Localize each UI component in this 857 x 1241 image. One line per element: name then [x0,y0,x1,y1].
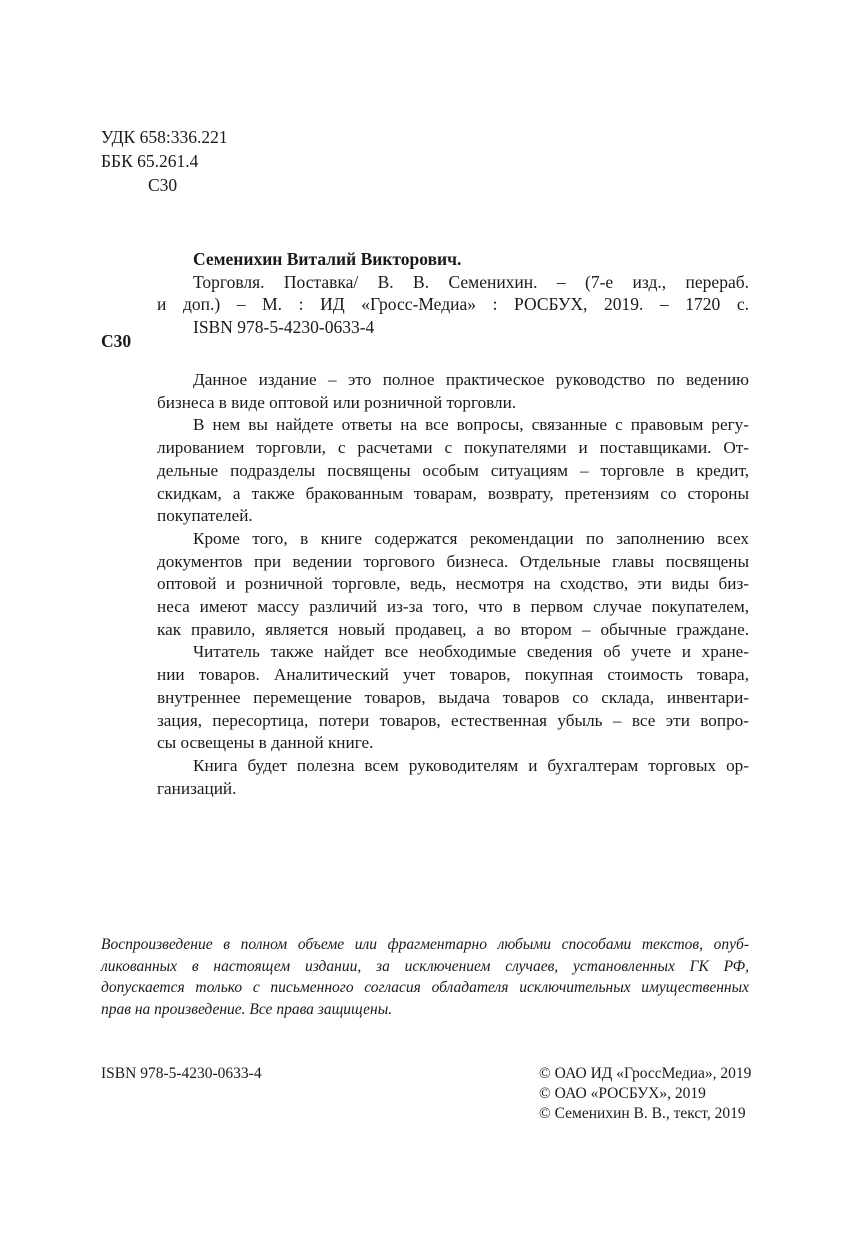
annotation-line: нии товаров. Аналитический учет товаров, покупная стоимость товара, [157,665,749,685]
author-cutter-code: С30 [148,175,178,195]
side-cutter-code: С30 [101,331,132,351]
annotation-line: документов при ведении торгового бизнеса. Отдельные главы посвящены [157,551,749,571]
annotation-line: зация, пересортица, потери товаров, естественная убыль – все эти вопро- [157,710,749,730]
author-name: Семенихин Виталий Викторович. [193,249,462,269]
copyright-notice-line: Воспроизведение в полном объеме или фрагментарно любыми способами текстов, опуб- [101,936,749,953]
bibliographic-line: Торговля. Поставка/ В. В. Семенихин. – (7-е изд., перераб. [193,271,749,292]
isbn-line: ISBN 978-5-4230-0633-4 [193,316,375,337]
bibliographic-record [157,248,749,338]
annotation-text [157,369,749,800]
annotation-line: дельные подразделы посвящены особым ситуациям – торговле в кредит, [157,460,749,480]
annotation-line: В нем вы найдете ответы на все вопросы, связанные с правовым регу- [193,415,749,435]
annotation-line: Читатель также найдет все необходимые сведения об учете и хране- [193,642,749,662]
annotation-line: как правило, является новый продавец, а во втором – обычные граждане. [157,619,749,639]
copyright-notice-line: допускается только с письменного согласия обладателя исключительных имущественных [101,979,749,996]
annotation-line: Книга будет полезна всем руководителям и бухгалтерам торговых ор- [193,755,749,775]
annotation-line: неса имеют массу различий из-за того, что в первом случае покупателем, [157,597,749,617]
copyright-author: © Семенихин В. В., текст, 2019 [539,1105,746,1122]
annotation-line: скидкам, а также бракованным товарам, возврату, претензиям со стороны [157,483,749,503]
copyright-rosbukh: © ОАО «РОСБУХ», 2019 [539,1085,706,1102]
udk-code: УДК 658:336.221 [101,127,228,147]
copyright-publisher: © ОАО ИД «ГроссМедиа», 2019 [539,1065,752,1082]
annotation-line: ганизаций. [157,778,237,798]
annotation-line: бизнеса в виде оптовой или розничной торговли. [157,392,517,412]
bbk-code: ББК 65.261.4 [101,151,199,171]
copyright-notice [101,934,749,1020]
footer-isbn: ISBN 978-5-4230-0633-4 [101,1065,262,1082]
copyright-list [539,1064,751,1124]
copyright-notice-line: прав на произведение. Все права защищены. [101,1000,393,1018]
copyright-notice-line: ликованных в настоящем издании, за исключением случаев, установленных ГК РФ, [101,957,749,975]
annotation-line: внутреннее перемещение товаров, выдача товаров со склада, инвентари- [157,687,749,707]
annotation-line: Кроме того, в книге содержатся рекомендации по заполнению всех [193,528,749,548]
annotation-line: лированием торговли, с расчетами с покупателями и поставщиками. От- [157,438,749,458]
annotation-line: покупателей. [157,506,253,526]
annotation-line: оптовой и розничной торговле, ведь, несмотря на сходство, эти виды биз- [157,574,749,594]
annotation-line: Данное издание – это полное практическое руководство по ведению [193,370,749,389]
annotation-line: сы освещены в данной книге. [157,733,374,753]
bibliographic-line: и доп.) – М. : ИД «Гросс-Медиа» : РОСБУХ, 2019. – 1720 с. [157,294,749,314]
